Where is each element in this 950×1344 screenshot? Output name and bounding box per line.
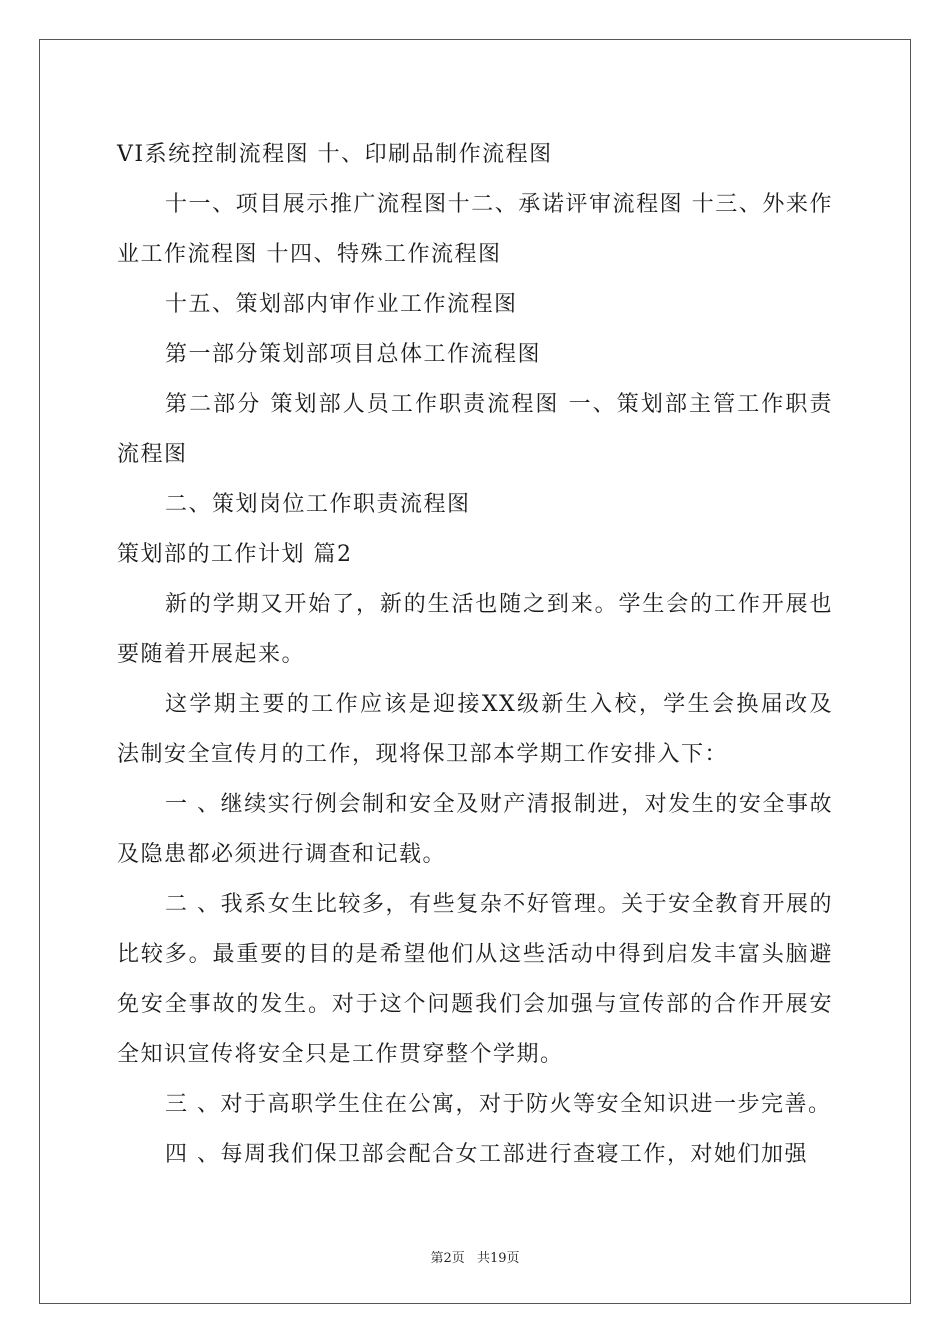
paragraph: 二 、我系女生比较多，有些复杂不好管理。关于安全教育开展的比较多。最重要的目的是希望他们从这些活动中得到启发丰富头脑避免安全事故的发生。对于这个问题我们会加强与宣传部的合作开展安全知识宣传将安全只是工作贯穿整个学期。 bbox=[117, 892, 833, 1067]
section-heading: 策划部的工作计划 篇2 bbox=[117, 542, 353, 567]
paragraph: 二、策划岗位工作职责流程图 bbox=[165, 492, 471, 517]
paragraph: 四 、每周我们保卫部会配合女工部进行查寝工作，对她们加强 bbox=[165, 1142, 808, 1167]
page-footer bbox=[0, 1247, 950, 1266]
paragraph: 新的学期又开始了，新的生活也随之到来。学生会的工作开展也要随着开展起来。 bbox=[117, 592, 833, 667]
paragraph: 十五、策划部内审作业工作流程图 bbox=[165, 292, 518, 317]
page-total: 共19页 bbox=[476, 1251, 520, 1266]
page-number: 第2页 bbox=[430, 1251, 465, 1266]
document-body bbox=[117, 130, 833, 1180]
paragraph: 这学期主要的工作应该是迎接XX级新生入校，学生会换届改及法制安全宣传月的工作，现将保卫部本学期工作安排入下： bbox=[117, 692, 833, 767]
paragraph: VI系统控制流程图 十、印刷品制作流程图 bbox=[117, 142, 553, 167]
paragraph: 第二部分 策划部人员工作职责流程图 一、策划部主管工作职责流程图 bbox=[117, 392, 833, 467]
paragraph: 第一部分策划部项目总体工作流程图 bbox=[165, 342, 542, 367]
paragraph: 十一、项目展示推广流程图十二、承诺评审流程图 十三、外来作业工作流程图 十四、特殊工作流程图 bbox=[117, 192, 833, 267]
paragraph: 三 、对于高职学生住在公寓，对于防火等安全知识进一步完善。 bbox=[165, 1092, 832, 1117]
paragraph: 一 、继续实行例会制和安全及财产清报制进，对发生的安全事故及隐患都必须进行调查和记载。 bbox=[117, 792, 833, 867]
